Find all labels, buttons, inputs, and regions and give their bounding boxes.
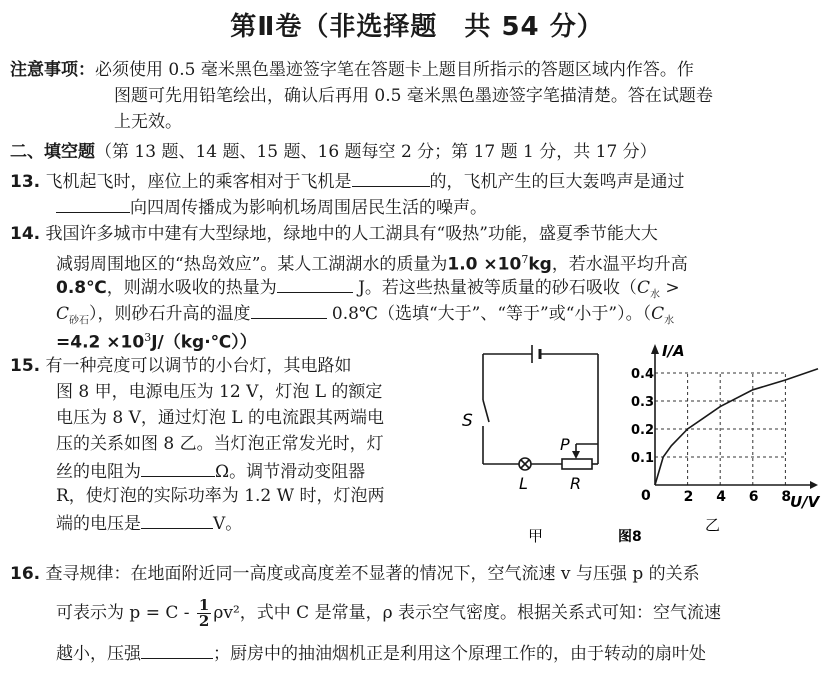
q15-text-5a: 丝的电阻为 <box>56 462 141 482</box>
figure-label: 图8 <box>618 529 642 545</box>
x-tick-label: 4 <box>716 489 726 505</box>
graph-grid <box>655 373 785 485</box>
label-S: S <box>462 411 473 431</box>
q14-blank-1[interactable] <box>277 274 353 293</box>
notice-line-3: 上无效。 <box>114 112 182 132</box>
q16-line-3 <box>56 640 706 666</box>
q13-text-1a: 飞机起飞时，座位上的乘客相对于飞机是 <box>45 172 352 192</box>
q14-specific-heat-exp: 3 <box>144 331 152 344</box>
x-tick-label: 2 <box>683 489 694 505</box>
q14-text-3c: J。若这些热量被等质量的砂石吸收（ <box>358 278 637 298</box>
q13-number: 13. <box>10 172 41 192</box>
q14-c-water: C <box>636 278 650 298</box>
q15-line-1 <box>10 354 352 378</box>
section-header <box>10 140 657 164</box>
label-R: R <box>570 474 582 493</box>
q14-mass-unit: kg <box>528 254 552 275</box>
iu-graph <box>631 342 821 511</box>
x-axis-arrow <box>810 481 818 489</box>
x-axis-label: U/V <box>790 493 820 511</box>
notice-label: 注意事项： <box>10 60 95 80</box>
q14-gt: > <box>659 278 680 298</box>
x-tick-label: 6 <box>748 489 759 505</box>
switch-blade <box>483 400 489 422</box>
q14-specific-heat: =4.2 ×10 <box>56 332 145 353</box>
q15-text-5b: Ω。调节滑动变阻器 <box>215 462 366 482</box>
q15-line-6: R，使灯泡的实际功率为 1.2 W 时，灯泡两 <box>56 486 385 506</box>
q13-blank-2[interactable] <box>56 194 130 213</box>
q13-text-1b: 的，飞机产生的巨大轰鸣声是通过 <box>429 172 685 192</box>
q16-blank-1[interactable] <box>141 640 213 659</box>
q14-number: 14. <box>10 224 41 244</box>
circuit-diagram <box>483 345 598 470</box>
q13-line-2 <box>56 194 487 220</box>
q14-c-water-2-sub: 水 <box>664 315 675 327</box>
section-label: 二、填空题 <box>10 142 95 162</box>
q14-text-1: 我国许多城市中建有大型绿地，绿地中的人工湖具有“吸热”功能，盛夏季节能大大 <box>45 224 658 244</box>
y-tick-label: 0.1 <box>631 451 655 466</box>
q14-c-sand-sub: 砂石 <box>69 315 90 327</box>
q13-blank-1[interactable] <box>352 168 430 187</box>
page-title: 第Ⅱ卷（非选择题 共 54 分） <box>230 12 604 42</box>
q14-c-water-2: C <box>651 304 665 324</box>
q16-fraction-denominator: 2 <box>198 612 210 630</box>
q15-text-7a: 端的电压是 <box>56 514 141 534</box>
q15-line-7 <box>56 510 242 536</box>
label-L: L <box>519 474 528 493</box>
q16-text-3a: 越小，压强 <box>56 644 141 664</box>
label-P: P <box>560 435 570 454</box>
iu-curve-line <box>655 369 818 485</box>
rheostat <box>562 459 592 469</box>
q15-blank-1[interactable] <box>141 458 215 477</box>
q15-line-4: 压的关系如图 8 乙。当灯泡正常发光时，灯 <box>56 434 384 454</box>
q14-text-2a: 减弱周围地区的“热岛效应”。某人工湖湖水的质量为 <box>56 254 448 275</box>
q15-line-5 <box>56 458 365 484</box>
q13-line-1 <box>10 168 685 194</box>
q14-line-2 <box>56 248 688 277</box>
x-tick-label: 8 <box>781 489 792 505</box>
y-tick-label: 0.3 <box>631 395 655 410</box>
q14-line-1 <box>10 222 658 246</box>
origin-label: 0 <box>641 488 651 504</box>
q14-mass: 1.0 ×10 <box>447 254 522 275</box>
q14-text-3b: ，则湖水吸收的热量为 <box>106 278 277 298</box>
notice-line-1 <box>10 58 694 82</box>
q15-line-2: 图 8 甲，电源电压为 12 V，灯泡 L 的额定 <box>56 382 383 402</box>
q15-text-1: 有一种亮度可以调节的小台灯，其电路如 <box>45 356 352 376</box>
q16-line-2 <box>56 598 721 629</box>
q14-line-5 <box>56 326 257 355</box>
q16-text-2b: ρv²，式中 C 是常量，ρ 表示空气密度。根据关系式可知：空气流速 <box>213 603 721 623</box>
notice-text-1: 必须使用 0.5 毫米黑色墨迹签字笔在答题卡上题目所指示的答题区域内作答。作 <box>95 60 694 80</box>
q16-fraction <box>197 598 211 629</box>
q14-c-sand: C <box>56 304 70 324</box>
q15-number: 15. <box>10 356 41 376</box>
q16-fraction-numerator: 1 <box>198 596 210 614</box>
y-axis-label: I/A <box>662 342 685 360</box>
q14-specific-heat-unit: J/（kg·℃）） <box>151 332 257 353</box>
q14-text-4c: ），则砂石升高的温度 <box>89 304 251 324</box>
q15-blank-2[interactable] <box>141 510 213 529</box>
q16-line-1 <box>10 562 700 586</box>
y-tick-label: 0.4 <box>631 367 655 382</box>
q16-number: 16. <box>10 564 41 584</box>
notice-line-2: 图题可先用铅笔绘出，确认后再用 0.5 毫米黑色墨迹签字笔描清楚。答在试题卷 <box>114 86 713 106</box>
q16-text-1: 查寻规律：在地面附近同一高度或高度差不显著的情况下，空气流速 v 与压强 p 的关系 <box>45 564 700 584</box>
y-axis-arrow <box>651 344 659 354</box>
graph-caption: 乙 <box>705 516 721 534</box>
q16-text-3b: ；厨房中的抽油烟机正是利用这个原理工作的，由于转动的扇叶处 <box>213 644 706 664</box>
q14-text-2b: ，若水温平均升高 <box>551 254 688 275</box>
circuit-caption: 甲 <box>528 527 544 545</box>
q14-temp: 0.8℃ <box>56 278 107 298</box>
slider-arrow-head <box>572 451 580 459</box>
q14-blank-2[interactable] <box>251 300 327 319</box>
figure-8 <box>440 340 830 552</box>
q14-c-water-sub: 水 <box>649 289 660 301</box>
q14-text-4d: 0.8℃（选填“大于”、“等于”或“小于”）。（ <box>331 304 652 324</box>
q15-line-3: 电压为 8 V，通过灯泡 L 的电流跟其两端电 <box>56 408 384 428</box>
q15-text-7b: V。 <box>213 514 243 534</box>
q13-text-2: 向四周传播成为影响机场周围居民生活的噪声。 <box>130 198 487 218</box>
section-note: （第 13 题、14 题、15 题、16 题每空 2 分；第 17 题 1 分，共 17 分） <box>95 142 657 162</box>
q16-formula-start: 可表示为 p = C - <box>56 603 190 623</box>
q14-mass-exp: 7 <box>521 253 529 266</box>
y-tick-label: 0.2 <box>631 423 655 438</box>
